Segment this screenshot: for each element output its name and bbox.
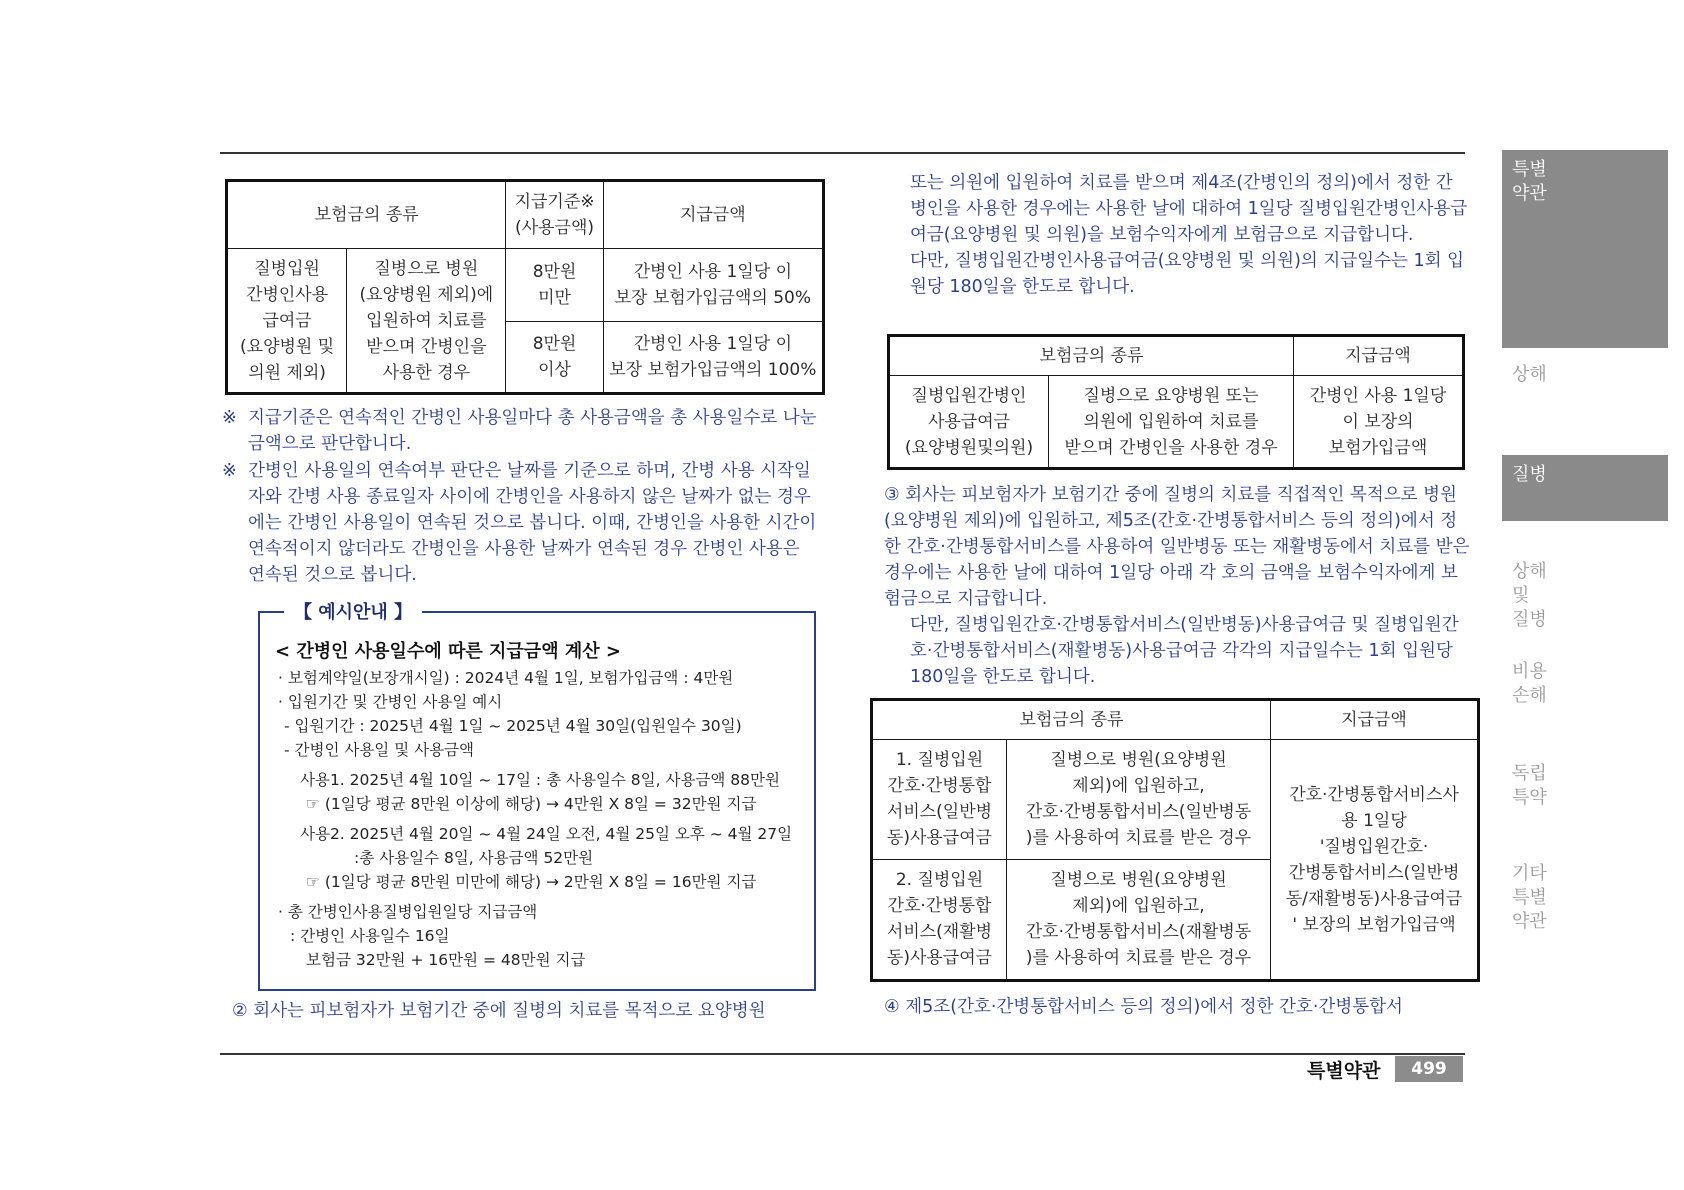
t3-r1-type bbox=[872, 740, 1007, 860]
t1-type-cell bbox=[227, 249, 347, 394]
t1-header-criteria bbox=[506, 181, 603, 249]
t3-r2-type-l1: 2. 질병입원 bbox=[895, 870, 984, 891]
note-2-text: 간병인 사용일의 연속여부 판단은 날짜를 기준으로 하며, 간병 사용 시작일자와 간병 사용 종료일자 사이에 간병인을 사용하지 않은 날짜가 없는 경우에는 간병인 사용일이 연속된 것으로 봅니다. 이때, 간병인을 사용한 시간이 연속적이지 않더라도 간병인을 사용한 날짜가 연속된 경우 간병인 사용은 연속된 것으로 봅니다. bbox=[248, 461, 817, 585]
item-3-para-1: ③ 회사는 피보험자가 보험기간 중에 질병의 치료를 직접적인 목적으로 병원(요양병원 제외)에 입원하고, 제5조(간호·간병통합서비스 등의 정의)에서 정한 간호·간병통합서비스를 사용하여 일반병동 또는 재활병동에서 치료를 받은 경우에는 사용한 날에 대하여 1일당 아래 각 호의 금액을 보험수익자에게 보험금으로 지급합니다. bbox=[884, 485, 1470, 609]
example-line-9: ☞ (1일당 평균 8만원 미만에 해당) → 2만원 X 8일 = 16만원 지급 bbox=[306, 873, 757, 891]
t1-row1-amount bbox=[603, 249, 823, 321]
sidebar-item-independent-rider[interactable] bbox=[1512, 762, 1552, 810]
t1-row1-amount-l1: 간병인 사용 1일당 이 bbox=[633, 261, 792, 282]
t2-cond-l3: 받으며 간병인을 사용한 경우 bbox=[1064, 437, 1278, 458]
t1-row2-criteria bbox=[506, 321, 603, 393]
sidebar-other-l2: 특별 bbox=[1512, 887, 1547, 908]
t3-r2-cond-l4: )를 사용하여 치료를 받은 경우 bbox=[1025, 948, 1252, 969]
t3-amount-l1: 간호·간병통합서비스사 bbox=[1289, 784, 1459, 805]
t3-r1-cond-l3: 간호·간병통합서비스(일반병동 bbox=[1025, 802, 1252, 823]
t2-type-cell bbox=[889, 376, 1049, 469]
bottom-rule bbox=[220, 1053, 1465, 1055]
example-line-3: - 입원기간 : 2025년 4월 1일 ~ 2025년 4월 30일(입원일수 30일) bbox=[284, 717, 742, 735]
sidebar-special-l1: 특별 bbox=[1512, 159, 1547, 180]
sidebar-indep-l2: 특약 bbox=[1512, 787, 1547, 808]
sidebar-both-l2: 및 bbox=[1512, 585, 1530, 606]
t3-r2-cond-l1: 질병으로 병원(요양병원 bbox=[1050, 870, 1227, 891]
t1-type-l3: 급여금 bbox=[262, 310, 312, 331]
t2-cond-l2: 의원에 입원하여 치료를 bbox=[1083, 411, 1259, 432]
t2-header-type: 보험금의 종류 bbox=[889, 336, 1294, 376]
t3-r1-cond bbox=[1007, 740, 1271, 860]
t1-header-criteria-l1: 지급기준※ bbox=[514, 192, 595, 213]
sidebar-other-l3: 약관 bbox=[1512, 911, 1547, 932]
t2-header-amount: 지급금액 bbox=[1294, 336, 1464, 376]
t3-r1-type-l1: 1. 질병입원 bbox=[895, 750, 984, 771]
sidebar-cost-l2: 손해 bbox=[1512, 685, 1547, 706]
t3-r2-cond bbox=[1007, 859, 1271, 980]
footer-section-label: 특별약관 bbox=[1307, 1060, 1381, 1082]
t1-type-l2: 간병인사용 bbox=[246, 284, 329, 305]
sidebar-both-l3: 질병 bbox=[1512, 609, 1547, 630]
t3-amount-l3: '질병입원간호· bbox=[1319, 836, 1429, 857]
sidebar-tab-special-terms-label bbox=[1502, 150, 1668, 206]
t1-header-type: 보험금의 종류 bbox=[227, 181, 506, 249]
example-line-12: 보험금 32만원 + 16만원 = 48만원 지급 bbox=[306, 951, 586, 969]
t3-header-type: 보험금의 종류 bbox=[872, 700, 1271, 740]
t1-cond-l2: (요양병원 제외)에 bbox=[359, 284, 494, 305]
t3-r1-type-l2: 간호·간병통합 bbox=[887, 776, 992, 797]
note-2 bbox=[222, 458, 822, 588]
sidebar-both-l1: 상해 bbox=[1512, 561, 1547, 582]
t3-amount-l6: ' 보장의 보험가입금액 bbox=[1292, 914, 1456, 935]
example-line-5: 사용1. 2025년 4월 10일 ~ 17일 : 총 사용일수 8일, 사용금액 88만원 bbox=[300, 771, 780, 789]
t1-cond-l3: 입원하여 치료를 bbox=[366, 310, 487, 331]
t3-amount-l4: 간병통합서비스(일반병 bbox=[1288, 862, 1460, 883]
item-4-start: ④ 제5조(간호·간병통합서비스 등의 정의)에서 정한 간호·간병통합서 bbox=[884, 997, 1403, 1017]
sidebar-tab-disease-label: 질병 bbox=[1512, 464, 1547, 485]
t3-header-amount: 지급금액 bbox=[1271, 700, 1479, 740]
sidebar-other-l1: 기타 bbox=[1512, 863, 1547, 884]
t3-r1-type-l4: 동)사용급여금 bbox=[886, 828, 993, 849]
t3-r1-cond-l1: 질병으로 병원(요양병원 bbox=[1050, 750, 1227, 771]
t2-type-l3: (요양병원및의원) bbox=[904, 437, 1034, 458]
t3-r2-cond-l3: 간호·간병통합서비스(재활병동 bbox=[1025, 922, 1252, 943]
example-title: 【 예시안내 】 bbox=[284, 598, 422, 624]
t3-r2-type-l4: 동)사용급여금 bbox=[886, 948, 993, 969]
t3-r1-cond-l2: 제외)에 입원하고, bbox=[1072, 776, 1205, 797]
t2-type-l2: 사용급여금 bbox=[927, 411, 1011, 432]
benefit-table-1 bbox=[225, 179, 825, 395]
item-3-block bbox=[884, 482, 1470, 690]
t1-cond-l4: 받으며 간병인을 bbox=[366, 336, 487, 357]
t1-type-l4: (요양병원 및 bbox=[240, 336, 335, 357]
note-1-text: 지급기준은 연속적인 간병인 사용일마다 총 사용금액을 총 사용일수로 나눈 금액으로 판단합니다. bbox=[248, 408, 817, 454]
t3-r2-type bbox=[872, 859, 1007, 980]
benefit-table-2 bbox=[887, 334, 1465, 470]
sidebar-special-l2: 약관 bbox=[1512, 183, 1547, 204]
example-line-2: · 입원기간 및 간병인 사용일 예시 bbox=[278, 693, 503, 711]
t1-row2-criteria-l1: 8만원 bbox=[532, 333, 577, 354]
example-line-7: 사용2. 2025년 4월 20일 ~ 4월 24일 오전, 4월 25일 오후 ~ 4월 27일 bbox=[300, 825, 793, 843]
example-line-8: :총 사용일수 8일, 사용금액 52만원 bbox=[354, 849, 594, 867]
sidebar-item-injury[interactable]: 상해 bbox=[1512, 364, 1547, 385]
t1-cond-l1: 질병으로 병원 bbox=[374, 258, 479, 279]
t3-r1-cond-l4: )를 사용하여 치료를 받은 경우 bbox=[1025, 828, 1252, 849]
right-para-block bbox=[910, 170, 1468, 300]
note-2-mark: ※ bbox=[222, 461, 237, 481]
t3-amount-l5: 동/재활병동)사용급여금 bbox=[1285, 888, 1463, 909]
t1-type-l1: 질병입원 bbox=[254, 258, 320, 279]
sidebar-item-cost-loss[interactable] bbox=[1512, 660, 1552, 708]
sidebar-indep-l1: 독립 bbox=[1512, 763, 1547, 784]
example-line-10: · 총 간병인사용질병입원일당 지급금액 bbox=[278, 903, 538, 921]
benefit-table-3 bbox=[870, 698, 1480, 982]
example-line-11: : 간병인 사용일수 16일 bbox=[290, 927, 450, 945]
item-3-para-2: 다만, 질병입원간호·간병통합서비스(일반병동)사용급여금 및 질병입원간호·간병통합서비스(재활병동)사용급여금 각각의 지급일수는 1회 입원당 180일을 한도로 합니다. bbox=[910, 615, 1459, 687]
t1-row1-criteria bbox=[506, 249, 603, 321]
example-line-4: - 간병인 사용일 및 사용금액 bbox=[284, 741, 475, 759]
t2-amount-l1: 간병인 사용 1일당 bbox=[1309, 385, 1447, 406]
t1-row2-amount-l2: 보장 보험가입금액의 100% bbox=[609, 359, 817, 380]
t1-row1-amount-l2: 보장 보험가입금액의 50% bbox=[614, 287, 811, 308]
t2-type-l1: 질병입원간병인 bbox=[911, 385, 1027, 406]
example-line-1: · 보험계약일(보장개시일) : 2024년 4월 1일, 보험가입금액 : 4만원 bbox=[278, 669, 734, 687]
t3-r2-cond-l2: 제외)에 입원하고, bbox=[1072, 896, 1205, 917]
t2-amount-l2: 이 보장의 bbox=[1342, 411, 1414, 432]
right-para-1: 또는 의원에 입원하여 치료를 받으며 제4조(간병인의 정의)에서 정한 간병인을 사용한 경우에는 사용한 날에 대하여 1일당 질병입원간병인사용급여금(요양병원 및 의원)을 보험수익자에게 보험금으로 지급합니다. bbox=[910, 173, 1468, 245]
t2-cond-cell bbox=[1049, 376, 1294, 469]
t1-type-l5: 의원 제외) bbox=[248, 362, 326, 383]
sidebar-tab-disease[interactable] bbox=[1502, 455, 1668, 521]
t3-amount-cell bbox=[1271, 740, 1479, 981]
t2-amount-l3: 보험가입금액 bbox=[1328, 437, 1428, 458]
top-rule bbox=[220, 152, 1465, 154]
sidebar-tab-special-terms[interactable] bbox=[1502, 150, 1668, 348]
t1-row1-criteria-l2: 미만 bbox=[538, 287, 571, 308]
example-heading: < 간병인 사용일수에 따른 지급금액 계산 > bbox=[275, 641, 621, 662]
example-line-6: ☞ (1일당 평균 8만원 이상에 해당) → 4만원 X 8일 = 32만원 지급 bbox=[306, 795, 757, 813]
t2-cond-l1: 질병으로 요양병원 또는 bbox=[1083, 385, 1259, 406]
t1-row2-amount-l1: 간병인 사용 1일당 이 bbox=[633, 333, 792, 354]
t3-amount-l2: 용 1일당 bbox=[1341, 810, 1407, 831]
t1-cond-l5: 사용한 경우 bbox=[382, 362, 471, 383]
item-2-start: ② 회사는 피보험자가 보험기간 중에 질병의 치료를 목적으로 요양병원 bbox=[232, 1001, 766, 1021]
t1-cond-cell bbox=[347, 249, 506, 394]
t1-row2-criteria-l2: 이상 bbox=[538, 359, 571, 380]
t1-row1-criteria-l1: 8만원 bbox=[532, 261, 577, 282]
note-1-mark: ※ bbox=[222, 408, 237, 428]
t1-header-criteria-l2: (사용금액) bbox=[515, 218, 594, 239]
sidebar-item-other-special[interactable] bbox=[1512, 862, 1552, 934]
t1-header-amount: 지급금액 bbox=[603, 181, 823, 249]
sidebar-cost-l1: 비용 bbox=[1512, 661, 1547, 682]
note-1 bbox=[222, 405, 822, 457]
t3-r2-type-l3: 서비스(재활병 bbox=[886, 922, 993, 943]
t2-amount-cell bbox=[1294, 376, 1464, 469]
page-number: 499 bbox=[1395, 1056, 1463, 1082]
t3-r1-type-l3: 서비스(일반병 bbox=[886, 802, 993, 823]
t3-r2-type-l2: 간호·간병통합 bbox=[887, 896, 992, 917]
t1-row2-amount bbox=[603, 321, 823, 393]
sidebar-item-injury-and-disease[interactable] bbox=[1512, 560, 1552, 632]
right-para-2: 다만, 질병입원간병인사용급여금(요양병원 및 의원)의 지급일수는 1회 입원당 180일을 한도로 합니다. bbox=[910, 251, 1464, 297]
